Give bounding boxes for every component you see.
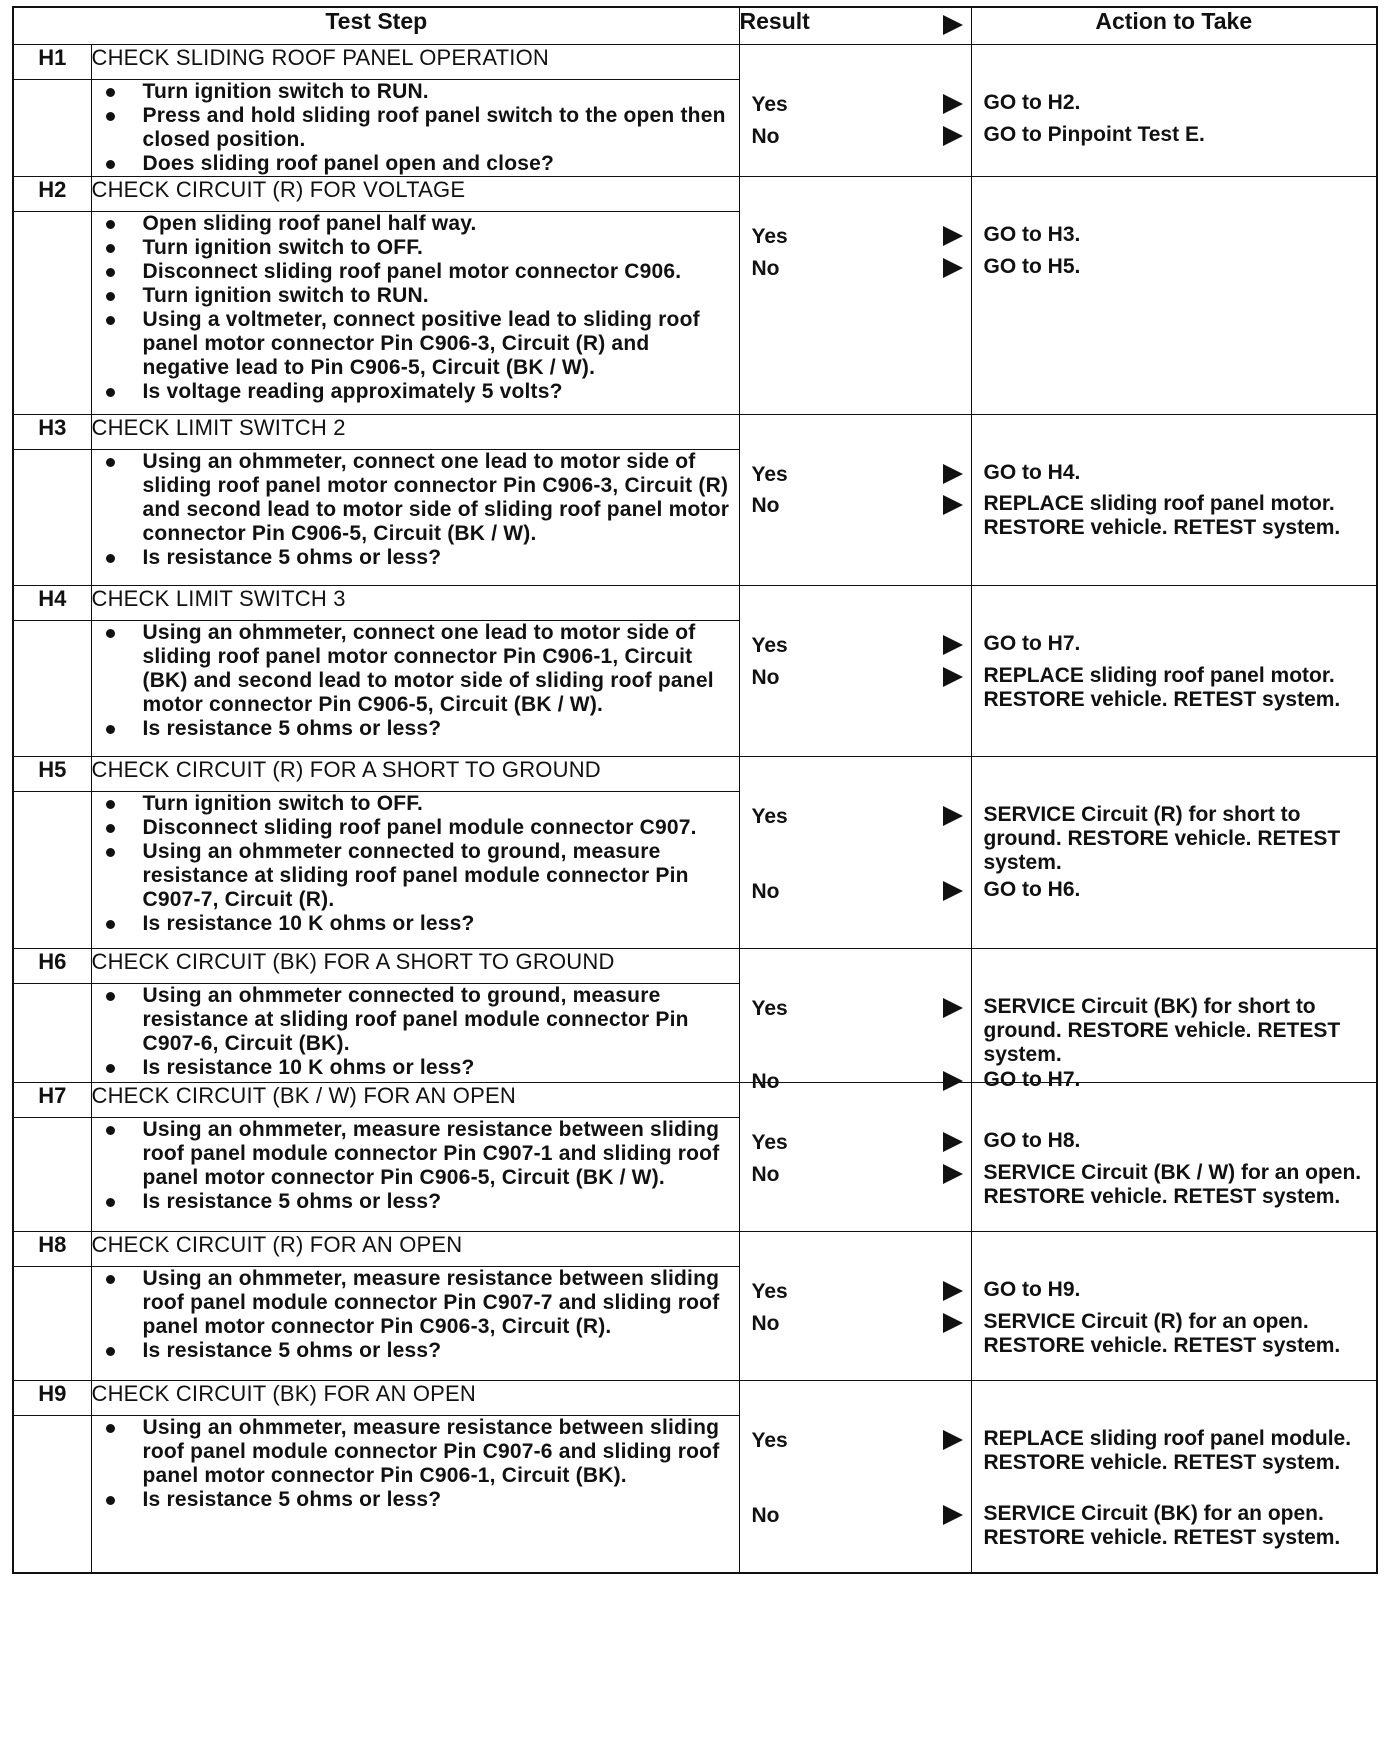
bullet-list: [98, 80, 739, 176]
bullet-list: [98, 621, 739, 741]
bullet-item: Is voltage reading approximately 5 volts?: [98, 380, 739, 404]
step-id-blank: [13, 1267, 91, 1381]
result-no: [752, 1163, 971, 1189]
arrow-icon: [943, 94, 963, 114]
result-label: No: [751, 1163, 780, 1186]
result-label: Yes: [751, 634, 788, 657]
action-cell: [971, 949, 1377, 1091]
bullet-item: Using an ohmmeter, measure resistance between sliding roof panel module connector Pin C907-6 and sliding roof panel motor connector Pin C906-1, Circuit (BK).: [98, 1416, 739, 1488]
step-instructions: [91, 1118, 739, 1232]
result-no: [752, 1312, 971, 1338]
step-id-blank: [13, 450, 91, 586]
result-yes: [752, 997, 971, 1023]
step-id-blank: [13, 212, 91, 415]
action-cell: [971, 1232, 1377, 1381]
result-label: Yes: [751, 1131, 788, 1154]
action-text: GO to H7.: [983, 1068, 1081, 1091]
action-cell: [971, 415, 1377, 586]
action-cell: [971, 177, 1377, 415]
result-label: Yes: [751, 1280, 788, 1303]
result-cell: [739, 1232, 971, 1381]
arrow-icon: [943, 258, 963, 278]
arrow-icon: [943, 126, 963, 146]
result-label: Yes: [751, 1429, 788, 1452]
arrow-icon: [943, 1430, 963, 1450]
step-title-row-h4: [13, 586, 1377, 621]
bullet-item: Is resistance 5 ohms or less?: [98, 717, 739, 741]
action-text: GO to H9.: [983, 1278, 1081, 1301]
action-text: REPLACE sliding roof panel motor. RESTORE vehicle. RETEST system.: [983, 664, 1341, 711]
arrow-icon: [943, 15, 963, 35]
step-title-row-h2: [13, 177, 1377, 212]
result-cell: [739, 949, 971, 1093]
action-cell: [971, 1381, 1377, 1573]
step-title-row-h3: [13, 415, 1377, 450]
arrow-icon: [943, 1505, 963, 1525]
result-cell: [739, 1083, 971, 1232]
action-text: GO to H8.: [983, 1129, 1081, 1152]
bullet-item: Is resistance 10 K ohms or less?: [98, 912, 739, 936]
step-id: H5: [13, 757, 91, 792]
step-id: H3: [13, 415, 91, 450]
bullet-item: Using an ohmmeter connected to ground, measure resistance at sliding roof panel module connector Pin C907-7, Circuit (R).: [98, 840, 739, 912]
bullet-list: [98, 1416, 739, 1512]
step-id-blank: [13, 1416, 91, 1573]
result-label: No: [751, 880, 780, 903]
bullet-list: [98, 212, 739, 404]
result-label: No: [751, 1312, 780, 1335]
step-title: CHECK LIMIT SWITCH 2: [91, 415, 739, 450]
step-title: CHECK CIRCUIT (BK / W) FOR AN OPEN: [91, 1083, 739, 1118]
step-instructions: [91, 1267, 739, 1381]
arrow-icon: [943, 881, 963, 901]
step-id: H8: [13, 1232, 91, 1267]
arrow-icon: [943, 1164, 963, 1184]
result-cell: [739, 757, 971, 949]
result-cell: [739, 586, 971, 757]
step-id-blank: [13, 984, 91, 1083]
action-text: GO to H7.: [983, 632, 1081, 655]
arrow-icon: [943, 667, 963, 687]
bullet-item: Does sliding roof panel open and close?: [98, 152, 739, 176]
step-id: H9: [13, 1381, 91, 1416]
bullet-item: Using an ohmmeter, measure resistance between sliding roof panel module connector Pin C907-7 and sliding roof panel motor connector Pin C906-3, Circuit (R).: [98, 1267, 739, 1339]
result-no: [752, 880, 971, 906]
step-title: CHECK SLIDING ROOF PANEL OPERATION: [91, 45, 739, 80]
bullet-item: Turn ignition switch to OFF.: [98, 236, 739, 260]
action-text: GO to H6.: [983, 878, 1081, 901]
bullet-item: Press and hold sliding roof panel switch to the open then closed position.: [98, 104, 739, 152]
step-title-row-h9: [13, 1381, 1377, 1416]
step-title-row-h5: [13, 757, 1377, 792]
result-label: No: [751, 125, 780, 148]
result-no: [752, 1504, 971, 1530]
bullet-item: Turn ignition switch to RUN.: [98, 284, 739, 308]
bullet-item: Is resistance 5 ohms or less?: [98, 1190, 739, 1214]
pinpoint-test-table: [12, 6, 1378, 1574]
action-text: SERVICE Circuit (BK) for an open. RESTORE vehicle. RETEST system.: [983, 1502, 1341, 1549]
result-label: Yes: [751, 93, 788, 116]
result-label: No: [751, 666, 780, 689]
action-text: GO to Pinpoint Test E.: [983, 123, 1205, 146]
result-no: [752, 494, 971, 520]
step-id: H2: [13, 177, 91, 212]
action-text: SERVICE Circuit (BK) for short to ground. RESTORE vehicle. RETEST system.: [983, 995, 1341, 1066]
bullet-item: Using an ohmmeter, connect one lead to motor side of sliding roof panel motor connector Pin C906-3, Circuit (R) and second lead to motor side of sliding roof panel motor connector Pin C906-5, Circuit (BK / W).: [98, 450, 739, 546]
step-id: H6: [13, 949, 91, 984]
arrow-icon: [943, 226, 963, 246]
result-yes: [752, 93, 971, 119]
action-text: SERVICE Circuit (R) for an open. RESTORE vehicle. RETEST system.: [983, 1310, 1341, 1357]
step-id-blank: [13, 80, 91, 177]
arrow-icon: [943, 495, 963, 515]
arrow-icon: [943, 1132, 963, 1152]
bullet-list: [98, 1267, 739, 1363]
header-result-label: Result: [739, 8, 810, 34]
result-label: Yes: [751, 805, 788, 828]
bullet-item: Using a voltmeter, connect positive lead to sliding roof panel motor connector Pin C906-3, Circuit (R) and negative lead to Pin C906-5, Circuit (BK / W).: [98, 308, 739, 380]
bullet-list: [98, 984, 739, 1080]
step-instructions: [91, 792, 739, 949]
result-label: No: [751, 1504, 780, 1527]
bullet-item: Using an ohmmeter connected to ground, measure resistance at sliding roof panel module connector Pin C907-6, Circuit (BK).: [98, 984, 739, 1056]
arrow-icon: [943, 1281, 963, 1301]
header-result: [739, 7, 971, 45]
action-text: GO to H3.: [983, 223, 1081, 246]
action-cell: [971, 586, 1377, 757]
result-label: Yes: [751, 997, 788, 1020]
result-yes: [752, 1429, 971, 1455]
result-yes: [752, 634, 971, 660]
result-yes: [752, 1131, 971, 1157]
result-label: Yes: [751, 463, 788, 486]
step-title-row-h8: [13, 1232, 1377, 1267]
header-action: Action to Take: [971, 7, 1377, 45]
step-instructions: [91, 80, 739, 177]
result-no: [752, 666, 971, 692]
bullet-item: Open sliding roof panel half way.: [98, 212, 739, 236]
action-text: SERVICE Circuit (BK / W) for an open. RESTORE vehicle. RETEST system.: [983, 1161, 1362, 1208]
action-cell: [971, 1083, 1377, 1232]
arrow-icon: [943, 1313, 963, 1333]
bullet-item: Is resistance 5 ohms or less?: [98, 546, 739, 570]
step-title: CHECK LIMIT SWITCH 3: [91, 586, 739, 621]
result-label: No: [751, 494, 780, 517]
step-instructions: [91, 450, 739, 586]
action-cell: [971, 757, 1377, 949]
step-id-blank: [13, 621, 91, 757]
result-label: No: [751, 257, 780, 280]
result-yes: [752, 805, 971, 831]
arrow-icon: [943, 806, 963, 826]
bullet-item: Is resistance 5 ohms or less?: [98, 1339, 739, 1363]
step-instructions: [91, 984, 739, 1083]
step-title-row-h6: [13, 949, 1377, 984]
step-id-blank: [13, 792, 91, 949]
action-text: SERVICE Circuit (R) for short to ground. RESTORE vehicle. RETEST system.: [983, 803, 1341, 874]
table-header: [13, 7, 1377, 45]
bullet-item: Using an ohmmeter, measure resistance between sliding roof panel module connector Pin C907-1 and sliding roof panel motor connector Pin C906-5, Circuit (BK / W).: [98, 1118, 739, 1190]
action-text: GO to H4.: [983, 461, 1081, 484]
result-no: [752, 125, 971, 151]
step-id: H7: [13, 1083, 91, 1118]
step-instructions: [91, 1416, 739, 1573]
bullet-item: Turn ignition switch to RUN.: [98, 80, 739, 104]
bullet-list: [98, 792, 739, 936]
step-id: H1: [13, 45, 91, 80]
action-cell: [971, 45, 1377, 177]
bullet-item: Disconnect sliding roof panel motor connector C906.: [98, 260, 739, 284]
action-text: REPLACE sliding roof panel module. RESTORE vehicle. RETEST system.: [983, 1427, 1352, 1474]
arrow-icon: [943, 635, 963, 655]
result-yes: [752, 1280, 971, 1306]
result-cell: [739, 415, 971, 586]
bullet-list: [98, 450, 739, 570]
action-text: GO to H5.: [983, 255, 1081, 278]
header-test-step: Test Step: [13, 7, 739, 45]
bullet-item: Is resistance 5 ohms or less?: [98, 1488, 739, 1512]
action-text: GO to H2.: [983, 91, 1081, 114]
bullet-item: Turn ignition switch to OFF.: [98, 792, 739, 816]
result-yes: [752, 463, 971, 489]
bullet-item: Is resistance 10 K ohms or less?: [98, 1056, 739, 1080]
result-label: No: [751, 1070, 780, 1093]
step-title: CHECK CIRCUIT (BK) FOR A SHORT TO GROUND: [91, 949, 739, 984]
step-instructions: [91, 212, 739, 415]
step-title: CHECK CIRCUIT (BK) FOR AN OPEN: [91, 1381, 739, 1416]
step-id: H4: [13, 586, 91, 621]
result-cell: [739, 1381, 971, 1573]
arrow-icon: [943, 464, 963, 484]
result-cell: [739, 177, 971, 415]
step-title: CHECK CIRCUIT (R) FOR VOLTAGE: [91, 177, 739, 212]
bullet-list: [98, 1118, 739, 1214]
result-yes: [752, 225, 971, 251]
bullet-item: Disconnect sliding roof panel module connector C907.: [98, 816, 739, 840]
step-title: CHECK CIRCUIT (R) FOR AN OPEN: [91, 1232, 739, 1267]
bullet-item: Using an ohmmeter, connect one lead to motor side of sliding roof panel motor connector Pin C906-1, Circuit (BK) and second lead to motor side of sliding roof panel motor connector Pin C906-5, Circuit (BK / W).: [98, 621, 739, 717]
step-instructions: [91, 621, 739, 757]
step-title-row-h1: [13, 45, 1377, 80]
arrow-icon: [943, 998, 963, 1018]
action-text: REPLACE sliding roof panel motor. RESTORE vehicle. RETEST system.: [983, 492, 1341, 539]
result-no: [752, 257, 971, 283]
result-cell: [739, 45, 971, 177]
step-title: CHECK CIRCUIT (R) FOR A SHORT TO GROUND: [91, 757, 739, 792]
step-title-row-h7: [13, 1083, 1377, 1118]
step-id-blank: [13, 1118, 91, 1232]
result-label: Yes: [751, 225, 788, 248]
